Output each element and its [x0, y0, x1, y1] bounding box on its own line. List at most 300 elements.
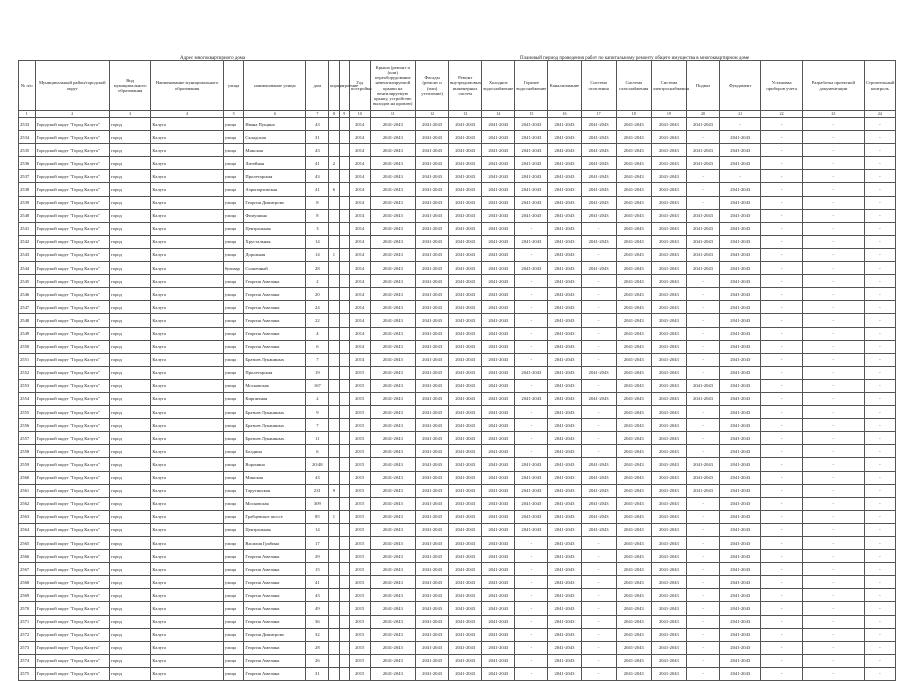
table-cell: город: [110, 144, 151, 157]
table-cell: 2041-2043: [616, 563, 651, 576]
header-row: [19, 61, 896, 111]
table-cell: 14: [306, 523, 329, 536]
table-cell: 2041-2043: [515, 497, 548, 510]
table-cell: Калуга: [151, 288, 223, 301]
table-cell: 2041-2043: [449, 183, 482, 196]
table-cell: [339, 458, 349, 471]
table-cell: город: [110, 419, 151, 432]
table-cell: Георгия Димитрова: [244, 196, 306, 209]
table-cell: Складская: [244, 131, 306, 144]
table-cell: 2041-2043: [416, 497, 449, 510]
table-cell: 2014: [349, 209, 370, 222]
table-cell: 2533: [19, 118, 36, 131]
table-cell: улица: [223, 196, 244, 209]
table-cell: [339, 471, 349, 484]
table-cell: -: [581, 641, 616, 654]
table-cell: 2041-2043: [651, 327, 686, 340]
table-cell: 2041-2043: [482, 209, 515, 222]
table-cell: 2014: [349, 301, 370, 314]
table-cell: -: [802, 262, 864, 275]
table-cell: Калуга: [151, 641, 223, 654]
table-cell: 1: [329, 248, 339, 261]
table-cell: -: [864, 419, 895, 432]
table-cell: -: [581, 327, 616, 340]
table-cell: -: [864, 510, 895, 523]
table-row: [19, 510, 896, 523]
table-cell: 2041-2043: [651, 353, 686, 366]
table-cell: -: [686, 523, 719, 536]
table-cell: 2041-2043: [720, 183, 761, 196]
table-cell: 2041-2043: [616, 392, 651, 405]
column-header: Система отопления: [581, 61, 616, 111]
table-cell: 2041-2043: [482, 314, 515, 327]
table-cell: -: [686, 131, 719, 144]
table-cell: 2041-2043: [720, 275, 761, 288]
table-cell: 2041-2043: [416, 445, 449, 458]
table-cell: -: [864, 563, 895, 576]
table-cell: -: [802, 471, 864, 484]
table-cell: 2041-2043: [548, 288, 581, 301]
table-cell: -: [686, 288, 719, 301]
table-cell: город: [110, 615, 151, 628]
table-cell: 2041-2043: [449, 131, 482, 144]
table-cell: 2041-2043: [686, 392, 719, 405]
table-cell: -: [515, 445, 548, 458]
table-cell: 2041-2043: [515, 262, 548, 275]
table-cell: 2041-2043: [482, 170, 515, 183]
table-cell: 2041-2043: [370, 445, 416, 458]
table-cell: -: [802, 275, 864, 288]
table-cell: Аэропортовская: [244, 183, 306, 196]
table-cell: 2041-2043: [616, 432, 651, 445]
table-cell: Минская: [244, 471, 306, 484]
table-cell: 2041-2043: [416, 563, 449, 576]
table-cell: -: [761, 340, 802, 353]
table-cell: 2041-2043: [449, 314, 482, 327]
table-cell: -: [802, 222, 864, 235]
table-cell: 31: [306, 131, 329, 144]
table-cell: Братьев Луканиных: [244, 353, 306, 366]
table-cell: 2041-2043: [482, 196, 515, 209]
table-cell: Калуга: [151, 196, 223, 209]
table-cell: 2041-2043: [616, 314, 651, 327]
table-cell: -: [515, 406, 548, 419]
table-cell: 2041-2043: [720, 615, 761, 628]
table-cell: 2041-2043: [616, 523, 651, 536]
table-cell: город: [110, 353, 151, 366]
table-cell: 2041-2043: [548, 235, 581, 248]
table-cell: Братьев Луканиных: [244, 419, 306, 432]
table-cell: Калуга: [151, 602, 223, 615]
table-cell: Калуга: [151, 628, 223, 641]
table-cell: 2041-2043: [482, 366, 515, 379]
table-cell: 2041-2043: [616, 170, 651, 183]
table-cell: -: [864, 484, 895, 497]
table-cell: улица: [223, 209, 244, 222]
table-cell: 43: [306, 144, 329, 157]
table-cell: 2567: [19, 563, 36, 576]
table-cell: 2041-2043: [651, 235, 686, 248]
table-cell: -: [761, 248, 802, 261]
table-cell: [329, 353, 339, 366]
table-cell: -: [761, 458, 802, 471]
table-cell: Городской округ "Город Калуга": [35, 406, 109, 419]
table-cell: 2041-2043: [616, 118, 651, 131]
table-cell: 2041-2043: [616, 497, 651, 510]
table-cell: 2041-2043: [416, 235, 449, 248]
table-cell: 2041-2043: [416, 196, 449, 209]
table-cell: 2041-2043: [370, 497, 416, 510]
table-cell: Городской округ "Город Калуга": [35, 314, 109, 327]
table-cell: 2015: [349, 615, 370, 628]
table-cell: 2563: [19, 510, 36, 523]
table-cell: 2: [306, 275, 329, 288]
table-cell: 2015: [349, 602, 370, 615]
table-cell: -: [864, 641, 895, 654]
table-cell: Городской округ "Город Калуга": [35, 327, 109, 340]
table-cell: 2041-2043: [449, 248, 482, 261]
table-cell: город: [110, 432, 151, 445]
column-header: корпус: [329, 61, 339, 111]
table-cell: -: [515, 353, 548, 366]
table-cell: 2041-2043: [548, 209, 581, 222]
table-cell: 2041-2043: [515, 170, 548, 183]
table-cell: Калуга: [151, 235, 223, 248]
table-cell: -: [515, 576, 548, 589]
table-cell: 19: [306, 366, 329, 379]
table-cell: Калуга: [151, 131, 223, 144]
table-cell: -: [515, 314, 548, 327]
table-cell: 2041-2043: [686, 209, 719, 222]
table-cell: -: [515, 641, 548, 654]
table-cell: -: [761, 537, 802, 550]
table-cell: -: [515, 537, 548, 550]
column-number: 18: [616, 111, 651, 118]
table-cell: город: [110, 589, 151, 602]
table-cell: 2041-2043: [616, 262, 651, 275]
table-cell: Фомушина: [244, 209, 306, 222]
table-cell: 2041-2043: [449, 327, 482, 340]
table-cell: 2041-2043: [720, 262, 761, 275]
table-cell: Георгия Амелина: [244, 641, 306, 654]
table-cell: улица: [223, 170, 244, 183]
table-cell: 2041-2043: [482, 471, 515, 484]
table-cell: 2015: [349, 458, 370, 471]
table-cell: -: [761, 406, 802, 419]
table-cell: [329, 432, 339, 445]
table-cell: 2041-2043: [416, 589, 449, 602]
table-cell: 2041-2043: [482, 353, 515, 366]
table-cell: 2537: [19, 170, 36, 183]
table-cell: -: [864, 366, 895, 379]
table-cell: 2041-2043: [720, 497, 761, 510]
table-cell: 2041-2043: [686, 471, 719, 484]
table-cell: 2041-2043: [548, 576, 581, 589]
table-cell: 2041-2043: [651, 654, 686, 667]
column-header: улица: [223, 61, 244, 111]
column-number: 3: [110, 111, 151, 118]
table-cell: -: [761, 196, 802, 209]
table-cell: -: [761, 471, 802, 484]
table-cell: -: [761, 262, 802, 275]
table-cell: [339, 222, 349, 235]
table-row: [19, 654, 896, 667]
table-cell: 2041-2043: [449, 563, 482, 576]
table-cell: 2041-2043: [370, 170, 416, 183]
table-cell: -: [802, 118, 864, 131]
table-cell: 2550: [19, 340, 36, 353]
table-cell: 2041-2043: [482, 183, 515, 196]
table-cell: -: [686, 275, 719, 288]
table-cell: 2015: [349, 497, 370, 510]
table-cell: 2540: [19, 209, 36, 222]
table-cell: -: [686, 327, 719, 340]
table-cell: город: [110, 327, 151, 340]
table-cell: город: [110, 667, 151, 680]
table-cell: -: [864, 288, 895, 301]
table-cell: 2014: [349, 353, 370, 366]
table-cell: Калуга: [151, 366, 223, 379]
table-cell: -: [864, 235, 895, 248]
table-cell: -: [761, 131, 802, 144]
table-cell: 2041-2043: [370, 602, 416, 615]
table-cell: 2: [329, 157, 339, 170]
table-cell: 2564: [19, 523, 36, 536]
table-cell: 32: [306, 628, 329, 641]
table-cell: [329, 406, 339, 419]
table-cell: Георгия Амелина: [244, 340, 306, 353]
table-cell: Калуга: [151, 301, 223, 314]
table-cell: 2041-2043: [515, 484, 548, 497]
table-cell: 2041-2043: [616, 510, 651, 523]
table-cell: [339, 419, 349, 432]
table-cell: 2041-2043: [720, 432, 761, 445]
table-cell: 2041-2043: [651, 484, 686, 497]
table-cell: 11: [306, 432, 329, 445]
table-cell: улица: [223, 510, 244, 523]
table-cell: -: [761, 484, 802, 497]
table-cell: -: [761, 523, 802, 536]
table-cell: 2041-2043: [720, 340, 761, 353]
table-cell: улица: [223, 523, 244, 536]
table-row: [19, 563, 896, 576]
table-cell: -: [761, 432, 802, 445]
table-cell: 2041-2043: [449, 641, 482, 654]
table-cell: город: [110, 379, 151, 392]
table-cell: Московская: [244, 379, 306, 392]
table-cell: 2041-2043: [616, 366, 651, 379]
table-cell: 2041-2043: [449, 222, 482, 235]
table-cell: [339, 353, 349, 366]
table-cell: -: [515, 654, 548, 667]
table-cell: -: [581, 654, 616, 667]
table-cell: улица: [223, 340, 244, 353]
table-cell: 2041-2043: [482, 510, 515, 523]
table-cell: 2041-2043: [449, 419, 482, 432]
table-cell: город: [110, 301, 151, 314]
table-cell: 2041-2043: [548, 144, 581, 157]
table-cell: 2575: [19, 667, 36, 680]
column-header: Фасады (ремонт и (или) утепление): [416, 61, 449, 111]
table-cell: 2041-2043: [482, 392, 515, 405]
table-cell: 2041-2043: [686, 118, 719, 131]
column-number: 12: [416, 111, 449, 118]
table-cell: 2041-2043: [616, 288, 651, 301]
table-row: [19, 118, 896, 131]
table-cell: -: [686, 510, 719, 523]
table-cell: -: [581, 222, 616, 235]
table-cell: Калуга: [151, 379, 223, 392]
table-cell: -: [802, 497, 864, 510]
table-cell: 2014: [349, 183, 370, 196]
table-cell: 2041-2043: [449, 209, 482, 222]
table-cell: [339, 589, 349, 602]
table-cell: 2041-2043: [482, 537, 515, 550]
table-cell: 2542: [19, 235, 36, 248]
table-cell: -: [864, 196, 895, 209]
table-cell: 2041-2043: [686, 262, 719, 275]
table-cell: 2041-2043: [651, 131, 686, 144]
table-cell: [339, 628, 349, 641]
table-row: [19, 262, 896, 275]
table-cell: 2041-2043: [548, 392, 581, 405]
table-cell: Дорожная: [244, 248, 306, 261]
table-cell: 2041-2043: [370, 654, 416, 667]
table-cell: -: [686, 183, 719, 196]
table-cell: 2551: [19, 353, 36, 366]
table-cell: улица: [223, 654, 244, 667]
table-cell: город: [110, 484, 151, 497]
table-cell: 2041-2043: [651, 144, 686, 157]
table-cell: -: [761, 445, 802, 458]
table-cell: -: [802, 157, 864, 170]
table-cell: 2041-2043: [720, 222, 761, 235]
column-number: 19: [651, 111, 686, 118]
table-cell: 24: [306, 301, 329, 314]
table-cell: -: [802, 615, 864, 628]
column-number: 20: [686, 111, 719, 118]
table-cell: Городской округ "Город Калуга": [35, 471, 109, 484]
table-cell: 2041-2043: [482, 379, 515, 392]
table-cell: -: [515, 327, 548, 340]
table-cell: [329, 340, 339, 353]
table-cell: 2041-2043: [651, 183, 686, 196]
table-cell: 167: [306, 379, 329, 392]
table-cell: Городской округ "Город Калуга": [35, 563, 109, 576]
table-cell: 2041-2043: [548, 484, 581, 497]
table-cell: 2041-2043: [370, 406, 416, 419]
table-cell: 2041-2043: [370, 131, 416, 144]
table-row: [19, 484, 896, 497]
table-cell: город: [110, 392, 151, 405]
table-cell: 2041-2043: [449, 654, 482, 667]
table-cell: улица: [223, 550, 244, 563]
table-cell: 2041-2043: [416, 275, 449, 288]
column-number: 2: [35, 111, 109, 118]
table-cell: -: [864, 654, 895, 667]
table-cell: 2041-2043: [370, 366, 416, 379]
table-cell: город: [110, 576, 151, 589]
table-cell: улица: [223, 183, 244, 196]
table-cell: 2041-2043: [616, 602, 651, 615]
table-cell: [339, 602, 349, 615]
table-cell: город: [110, 366, 151, 379]
table-cell: 2041-2043: [515, 392, 548, 405]
table-cell: 2041-2043: [548, 131, 581, 144]
table-cell: Калуга: [151, 275, 223, 288]
table-cell: 2569: [19, 589, 36, 602]
table-cell: 14: [306, 235, 329, 248]
table-cell: -: [581, 288, 616, 301]
table-cell: Калуга: [151, 497, 223, 510]
table-cell: -: [864, 589, 895, 602]
table-cell: Калуга: [151, 183, 223, 196]
table-cell: [339, 118, 349, 131]
table-cell: 2041-2043: [482, 628, 515, 641]
table-cell: 2041-2043: [720, 144, 761, 157]
table-cell: [329, 667, 339, 680]
table-cell: Калуга: [151, 406, 223, 419]
table-cell: 2041-2043: [416, 471, 449, 484]
column-header: Подвал: [686, 61, 719, 111]
table-cell: 2041-2043: [581, 510, 616, 523]
table-cell: -: [864, 248, 895, 261]
table-cell: [339, 235, 349, 248]
table-cell: -: [864, 537, 895, 550]
table-cell: Городской округ "Город Калуга": [35, 445, 109, 458]
table-cell: Калуга: [151, 667, 223, 680]
table-cell: 2536: [19, 157, 36, 170]
table-cell: 2041-2043: [370, 641, 416, 654]
table-cell: 2014: [349, 248, 370, 261]
table-cell: 6: [306, 340, 329, 353]
table-cell: Городской округ "Город Калуга": [35, 458, 109, 471]
table-cell: 2041-2043: [482, 327, 515, 340]
table-cell: 2556: [19, 419, 36, 432]
table-cell: 2041-2043: [416, 432, 449, 445]
table-cell: -: [864, 353, 895, 366]
table-cell: Калуга: [151, 510, 223, 523]
table-cell: 2041-2043: [720, 379, 761, 392]
table-cell: 2041-2043: [482, 615, 515, 628]
table-cell: 2041-2043: [449, 667, 482, 680]
table-cell: 2555: [19, 406, 36, 419]
table-cell: Калуга: [151, 484, 223, 497]
table-cell: 2015: [349, 550, 370, 563]
table-body: [19, 118, 896, 681]
table-cell: 2015: [349, 471, 370, 484]
table-cell: улица: [223, 157, 244, 170]
table-cell: -: [864, 628, 895, 641]
table-cell: Калуга: [151, 392, 223, 405]
table-cell: [329, 379, 339, 392]
table-cell: 2041-2043: [482, 550, 515, 563]
table-cell: 2041-2043: [720, 576, 761, 589]
table-cell: -: [761, 275, 802, 288]
column-number: 1: [19, 111, 36, 118]
table-cell: 6: [306, 445, 329, 458]
table-cell: 2041-2043: [548, 615, 581, 628]
table-cell: -: [802, 589, 864, 602]
table-cell: 2041-2043: [651, 628, 686, 641]
table-cell: 2014: [349, 340, 370, 353]
table-cell: 2041-2043: [651, 615, 686, 628]
table-cell: -: [686, 576, 719, 589]
table-cell: 43: [306, 471, 329, 484]
column-header: Холодное водоснабжение: [482, 61, 515, 111]
table-cell: -: [515, 563, 548, 576]
column-header: строение: [339, 61, 349, 111]
